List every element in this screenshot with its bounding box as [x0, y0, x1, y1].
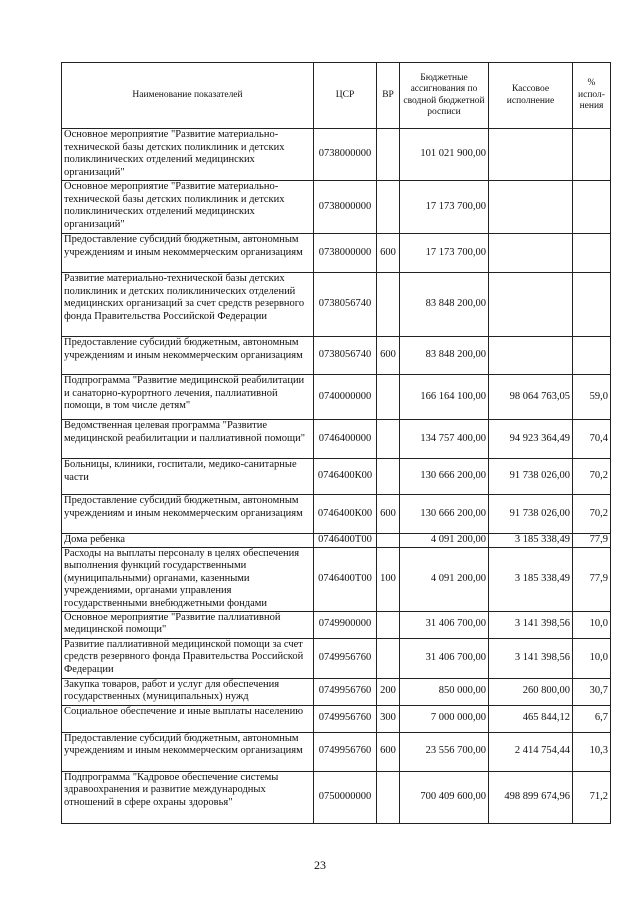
cell-budget: 17 173 700,00 [400, 234, 489, 273]
cell-csr: 0749956760 [314, 678, 377, 705]
table-header-row [62, 63, 611, 129]
cell-budget: 17 173 700,00 [400, 181, 489, 234]
cell-percent: 30,7 [573, 678, 611, 705]
cell-name: Основное мероприятие "Развитие материально-технической базы детских поликлиник и детских поликлинических отделений медицинских организаций" [62, 129, 314, 181]
cell-budget: 850 000,00 [400, 678, 489, 705]
cell-csr: 0740000000 [314, 375, 377, 420]
cell-budget: 7 000 000,00 [400, 705, 489, 732]
cell-csr: 0738000000 [314, 181, 377, 234]
cell-csr: 0738056740 [314, 273, 377, 337]
cell-percent: 70,4 [573, 420, 611, 459]
cell-vr [377, 459, 400, 495]
cell-name: Основное мероприятие "Развитие материально-технической базы детских поликлиник и детских поликлинических отделений медицинских организаций" [62, 181, 314, 234]
cell-name: Развитие паллиативной медицинской помощи за счет средств резервного фонда Правительства Российской Федерации [62, 638, 314, 678]
cell-cash: 498 899 674,96 [489, 771, 573, 823]
header-name: Наименование показателей [62, 63, 314, 129]
cell-vr: 200 [377, 678, 400, 705]
cell-vr: 600 [377, 337, 400, 375]
header-csr: ЦСР [314, 63, 377, 129]
cell-percent: 70,2 [573, 459, 611, 495]
cell-cash: 2 414 754,44 [489, 732, 573, 771]
cell-percent: 10,3 [573, 732, 611, 771]
cell-name: Закупка товаров, работ и услуг для обеспечения государственных (муниципальных) нужд [62, 678, 314, 705]
table-row [62, 732, 611, 771]
cell-vr [377, 638, 400, 678]
cell-name: Предоставление субсидий бюджетным, автономным учреждениям и иным некоммерческим организациям [62, 732, 314, 771]
table-row [62, 420, 611, 459]
cell-percent: 10,0 [573, 638, 611, 678]
cell-name: Социальное обеспечение и иные выплаты населению [62, 705, 314, 732]
cell-name: Ведомственная целевая программа "Развитие медицинской реабилитации и паллиативной помощи" [62, 420, 314, 459]
cell-budget: 4 091 200,00 [400, 547, 489, 611]
page-number: 23 [314, 858, 326, 872]
cell-name: Развитие материально-технической базы детских поликлиник и детских поликлинических отделений медицинских организаций за счет средств резервного фонда Правительства Российской Федерации [62, 273, 314, 337]
cell-vr: 600 [377, 732, 400, 771]
header-cash: Кассовое исполнение [489, 63, 573, 129]
cell-percent: 59,0 [573, 375, 611, 420]
header-vr: ВР [377, 63, 400, 129]
cell-vr [377, 771, 400, 823]
cell-name: Основное мероприятие "Развитие паллиативной медицинской помощи" [62, 611, 314, 638]
cell-cash [489, 181, 573, 234]
cell-percent: 6,7 [573, 705, 611, 732]
cell-budget: 83 848 200,00 [400, 273, 489, 337]
cell-cash: 260 800,00 [489, 678, 573, 705]
cell-vr [377, 129, 400, 181]
cell-percent: 10,0 [573, 611, 611, 638]
cell-csr: 0749900000 [314, 611, 377, 638]
cell-budget: 4 091 200,00 [400, 534, 489, 548]
cell-csr: 0749956760 [314, 732, 377, 771]
cell-budget: 134 757 400,00 [400, 420, 489, 459]
cell-name: Предоставление субсидий бюджетным, автономным учреждениям и иным некоммерческим организациям [62, 234, 314, 273]
cell-csr: 0750000000 [314, 771, 377, 823]
cell-name: Дома ребенка [62, 534, 314, 548]
cell-budget: 23 556 700,00 [400, 732, 489, 771]
header-percent: % испол-нения [573, 63, 611, 129]
cell-vr: 600 [377, 234, 400, 273]
cell-cash: 3 185 338,49 [489, 534, 573, 548]
cell-csr: 0749956760 [314, 638, 377, 678]
cell-name: Подпрограмма "Развитие медицинской реабилитации и санаторно-курортного лечения, паллиативной помощи, в том числе детям" [62, 375, 314, 420]
table-row [62, 771, 611, 823]
cell-csr: 0749956760 [314, 705, 377, 732]
cell-percent [573, 234, 611, 273]
cell-csr: 0746400000 [314, 420, 377, 459]
header-budget: Бюджетные ассигнования по сводной бюджетной росписи [400, 63, 489, 129]
cell-cash: 465 844,12 [489, 705, 573, 732]
cell-cash: 91 738 026,00 [489, 459, 573, 495]
cell-cash [489, 234, 573, 273]
cell-budget: 166 164 100,00 [400, 375, 489, 420]
cell-budget: 83 848 200,00 [400, 337, 489, 375]
cell-budget: 31 406 700,00 [400, 611, 489, 638]
cell-percent: 77,9 [573, 534, 611, 548]
cell-vr [377, 375, 400, 420]
cell-percent [573, 337, 611, 375]
cell-csr: 0746400Т00 [314, 547, 377, 611]
cell-cash [489, 273, 573, 337]
budget-execution-table [61, 62, 611, 824]
cell-vr [377, 273, 400, 337]
cell-csr: 0738000000 [314, 129, 377, 181]
cell-percent: 77,9 [573, 547, 611, 611]
cell-name: Предоставление субсидий бюджетным, автономным учреждениям и иным некоммерческим организациям [62, 337, 314, 375]
cell-budget: 101 021 900,00 [400, 129, 489, 181]
cell-csr: 0738056740 [314, 337, 377, 375]
cell-vr: 300 [377, 705, 400, 732]
cell-percent [573, 273, 611, 337]
cell-budget: 130 666 200,00 [400, 495, 489, 534]
cell-percent [573, 129, 611, 181]
cell-percent [573, 181, 611, 234]
table-row [62, 534, 611, 548]
cell-cash: 91 738 026,00 [489, 495, 573, 534]
cell-cash: 3 185 338,49 [489, 547, 573, 611]
table-row [62, 273, 611, 337]
table-row [62, 495, 611, 534]
cell-budget: 700 409 600,00 [400, 771, 489, 823]
cell-name: Больницы, клиники, госпитали, медико-санитарные части [62, 459, 314, 495]
table-row [62, 611, 611, 638]
table-row [62, 129, 611, 181]
cell-cash: 98 064 763,05 [489, 375, 573, 420]
table-row [62, 705, 611, 732]
cell-csr: 0738000000 [314, 234, 377, 273]
table-row [62, 337, 611, 375]
cell-vr: 600 [377, 495, 400, 534]
cell-csr: 0746400К00 [314, 495, 377, 534]
cell-percent: 70,2 [573, 495, 611, 534]
table-row [62, 375, 611, 420]
cell-cash [489, 129, 573, 181]
cell-vr [377, 420, 400, 459]
table-row [62, 638, 611, 678]
table-row [62, 678, 611, 705]
cell-cash [489, 337, 573, 375]
cell-cash: 3 141 398,56 [489, 611, 573, 638]
cell-cash: 94 923 364,49 [489, 420, 573, 459]
cell-csr: 0746400К00 [314, 459, 377, 495]
cell-vr [377, 611, 400, 638]
cell-vr [377, 181, 400, 234]
cell-csr: 0746400Т00 [314, 534, 377, 548]
cell-vr: 100 [377, 547, 400, 611]
table-body [62, 129, 611, 824]
cell-name: Расходы на выплаты персоналу в целях обеспечения выполнения функций государственными (муниципальными) органами, казенными учреждениями, органами управления государственными внебюджетными фондами [62, 547, 314, 611]
cell-cash: 3 141 398,56 [489, 638, 573, 678]
cell-name: Подпрограмма "Кадровое обеспечение системы здравоохранения и развитие международных отношений в сфере охраны здоровья" [62, 771, 314, 823]
table-row [62, 547, 611, 611]
cell-percent: 71,2 [573, 771, 611, 823]
cell-name: Предоставление субсидий бюджетным, автономным учреждениям и иным некоммерческим организациям [62, 495, 314, 534]
table-row [62, 181, 611, 234]
cell-vr [377, 534, 400, 548]
table-row [62, 234, 611, 273]
table-row [62, 459, 611, 495]
cell-budget: 130 666 200,00 [400, 459, 489, 495]
cell-budget: 31 406 700,00 [400, 638, 489, 678]
